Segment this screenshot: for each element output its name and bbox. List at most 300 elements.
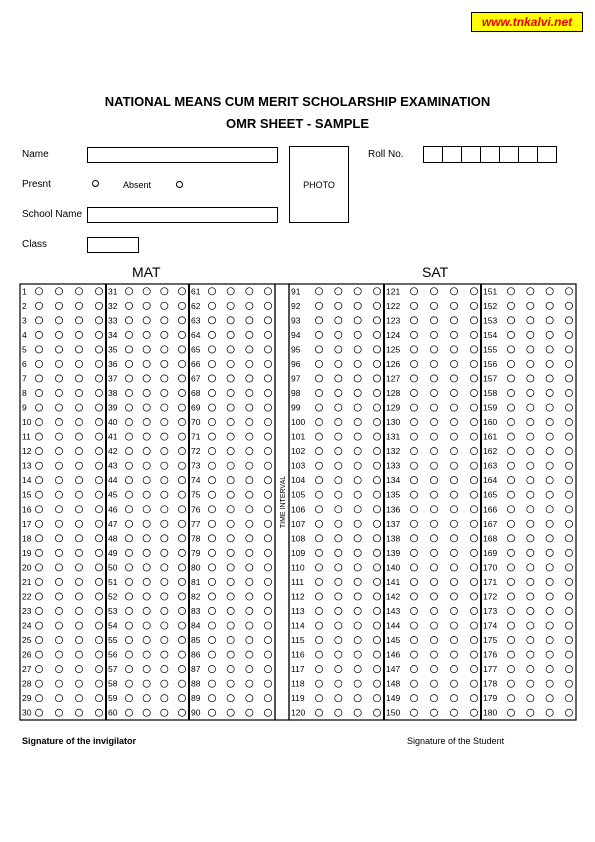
- answer-bubble[interactable]: [178, 346, 185, 353]
- answer-bubble[interactable]: [35, 506, 42, 513]
- answer-bubble[interactable]: [546, 448, 553, 455]
- answer-bubble[interactable]: [527, 389, 534, 396]
- answer-bubble[interactable]: [55, 535, 62, 542]
- answer-bubble[interactable]: [55, 346, 62, 353]
- answer-bubble[interactable]: [227, 709, 234, 716]
- answer-bubble[interactable]: [565, 433, 572, 440]
- answer-bubble[interactable]: [35, 709, 42, 716]
- answer-bubble[interactable]: [125, 680, 132, 687]
- answer-bubble[interactable]: [546, 491, 553, 498]
- answer-bubble[interactable]: [246, 651, 253, 658]
- answer-bubble[interactable]: [450, 462, 457, 469]
- answer-bubble[interactable]: [35, 433, 42, 440]
- answer-bubble[interactable]: [527, 346, 534, 353]
- answer-bubble[interactable]: [208, 578, 215, 585]
- answer-bubble[interactable]: [450, 404, 457, 411]
- answer-bubble[interactable]: [470, 607, 477, 614]
- answer-bubble[interactable]: [208, 331, 215, 338]
- answer-bubble[interactable]: [178, 462, 185, 469]
- answer-bubble[interactable]: [354, 448, 361, 455]
- answer-bubble[interactable]: [246, 404, 253, 411]
- answer-bubble[interactable]: [208, 666, 215, 673]
- answer-bubble[interactable]: [264, 331, 271, 338]
- answer-bubble[interactable]: [527, 564, 534, 571]
- answer-bubble[interactable]: [565, 680, 572, 687]
- answer-bubble[interactable]: [208, 433, 215, 440]
- answer-bubble[interactable]: [546, 477, 553, 484]
- answer-bubble[interactable]: [264, 636, 271, 643]
- answer-bubble[interactable]: [354, 607, 361, 614]
- answer-bubble[interactable]: [125, 651, 132, 658]
- answer-bubble[interactable]: [55, 695, 62, 702]
- answer-bubble[interactable]: [55, 360, 62, 367]
- answer-bubble[interactable]: [565, 636, 572, 643]
- answer-bubble[interactable]: [227, 506, 234, 513]
- answer-bubble[interactable]: [546, 651, 553, 658]
- answer-bubble[interactable]: [75, 317, 82, 324]
- answer-bubble[interactable]: [75, 651, 82, 658]
- answer-bubble[interactable]: [565, 520, 572, 527]
- answer-bubble[interactable]: [125, 506, 132, 513]
- answer-bubble[interactable]: [565, 607, 572, 614]
- answer-bubble[interactable]: [143, 404, 150, 411]
- answer-bubble[interactable]: [227, 331, 234, 338]
- answer-bubble[interactable]: [315, 578, 322, 585]
- answer-bubble[interactable]: [246, 302, 253, 309]
- answer-bubble[interactable]: [227, 418, 234, 425]
- answer-bubble[interactable]: [75, 622, 82, 629]
- answer-bubble[interactable]: [264, 360, 271, 367]
- answer-bubble[interactable]: [546, 418, 553, 425]
- answer-bubble[interactable]: [264, 549, 271, 556]
- answer-bubble[interactable]: [450, 535, 457, 542]
- answer-bubble[interactable]: [546, 520, 553, 527]
- answer-bubble[interactable]: [335, 477, 342, 484]
- answer-bubble[interactable]: [315, 549, 322, 556]
- answer-bubble[interactable]: [315, 462, 322, 469]
- answer-bubble[interactable]: [335, 564, 342, 571]
- answer-bubble[interactable]: [430, 535, 437, 542]
- answer-bubble[interactable]: [507, 404, 514, 411]
- answer-bubble[interactable]: [354, 317, 361, 324]
- answer-bubble[interactable]: [373, 709, 380, 716]
- answer-bubble[interactable]: [450, 418, 457, 425]
- answer-bubble[interactable]: [373, 564, 380, 571]
- answer-bubble[interactable]: [55, 593, 62, 600]
- answer-bubble[interactable]: [227, 520, 234, 527]
- answer-bubble[interactable]: [527, 709, 534, 716]
- answer-bubble[interactable]: [161, 477, 168, 484]
- answer-bubble[interactable]: [125, 578, 132, 585]
- answer-bubble[interactable]: [527, 622, 534, 629]
- answer-bubble[interactable]: [246, 622, 253, 629]
- answer-bubble[interactable]: [161, 535, 168, 542]
- answer-bubble[interactable]: [55, 462, 62, 469]
- answer-bubble[interactable]: [430, 593, 437, 600]
- answer-bubble[interactable]: [178, 389, 185, 396]
- answer-bubble[interactable]: [354, 433, 361, 440]
- answer-bubble[interactable]: [161, 389, 168, 396]
- answer-bubble[interactable]: [95, 535, 102, 542]
- answer-bubble[interactable]: [315, 622, 322, 629]
- answer-bubble[interactable]: [208, 535, 215, 542]
- answer-bubble[interactable]: [227, 477, 234, 484]
- answer-bubble[interactable]: [430, 317, 437, 324]
- answer-bubble[interactable]: [335, 491, 342, 498]
- answer-bubble[interactable]: [208, 360, 215, 367]
- answer-bubble[interactable]: [354, 491, 361, 498]
- answer-bubble[interactable]: [470, 622, 477, 629]
- answer-bubble[interactable]: [430, 564, 437, 571]
- answer-bubble[interactable]: [246, 317, 253, 324]
- answer-bubble[interactable]: [470, 404, 477, 411]
- answer-bubble[interactable]: [335, 535, 342, 542]
- answer-bubble[interactable]: [470, 448, 477, 455]
- answer-bubble[interactable]: [95, 477, 102, 484]
- answer-bubble[interactable]: [227, 651, 234, 658]
- answer-bubble[interactable]: [546, 346, 553, 353]
- answer-bubble[interactable]: [264, 564, 271, 571]
- answer-bubble[interactable]: [143, 709, 150, 716]
- answer-bubble[interactable]: [55, 607, 62, 614]
- answer-bubble[interactable]: [35, 564, 42, 571]
- answer-bubble[interactable]: [450, 448, 457, 455]
- answer-bubble[interactable]: [55, 680, 62, 687]
- answer-bubble[interactable]: [246, 360, 253, 367]
- answer-bubble[interactable]: [315, 695, 322, 702]
- answer-bubble[interactable]: [507, 491, 514, 498]
- answer-bubble[interactable]: [264, 302, 271, 309]
- answer-bubble[interactable]: [470, 578, 477, 585]
- answer-bubble[interactable]: [470, 651, 477, 658]
- answer-bubble[interactable]: [143, 535, 150, 542]
- answer-bubble[interactable]: [161, 695, 168, 702]
- answer-bubble[interactable]: [227, 535, 234, 542]
- answer-bubble[interactable]: [246, 375, 253, 382]
- answer-bubble[interactable]: [565, 302, 572, 309]
- answer-bubble[interactable]: [143, 346, 150, 353]
- answer-bubble[interactable]: [430, 578, 437, 585]
- answer-bubble[interactable]: [125, 564, 132, 571]
- answer-bubble[interactable]: [95, 549, 102, 556]
- answer-bubble[interactable]: [246, 448, 253, 455]
- answer-bubble[interactable]: [315, 288, 322, 295]
- answer-bubble[interactable]: [335, 549, 342, 556]
- answer-bubble[interactable]: [161, 578, 168, 585]
- answer-bubble[interactable]: [55, 404, 62, 411]
- answer-bubble[interactable]: [264, 288, 271, 295]
- answer-bubble[interactable]: [450, 433, 457, 440]
- answer-bubble[interactable]: [178, 288, 185, 295]
- answer-bubble[interactable]: [527, 549, 534, 556]
- answer-bubble[interactable]: [35, 404, 42, 411]
- answer-bubble[interactable]: [125, 607, 132, 614]
- answer-bubble[interactable]: [335, 448, 342, 455]
- answer-bubble[interactable]: [95, 593, 102, 600]
- answer-bubble[interactable]: [410, 636, 417, 643]
- answer-bubble[interactable]: [565, 288, 572, 295]
- answer-bubble[interactable]: [373, 375, 380, 382]
- answer-bubble[interactable]: [246, 564, 253, 571]
- answer-bubble[interactable]: [143, 288, 150, 295]
- answer-bubble[interactable]: [527, 433, 534, 440]
- answer-bubble[interactable]: [507, 448, 514, 455]
- answer-bubble[interactable]: [450, 709, 457, 716]
- answer-bubble[interactable]: [246, 578, 253, 585]
- answer-bubble[interactable]: [35, 680, 42, 687]
- answer-bubble[interactable]: [125, 433, 132, 440]
- answer-bubble[interactable]: [354, 666, 361, 673]
- answer-bubble[interactable]: [354, 302, 361, 309]
- answer-bubble[interactable]: [410, 389, 417, 396]
- answer-bubble[interactable]: [125, 375, 132, 382]
- answer-bubble[interactable]: [410, 622, 417, 629]
- answer-bubble[interactable]: [264, 680, 271, 687]
- answer-bubble[interactable]: [470, 477, 477, 484]
- answer-bubble[interactable]: [55, 506, 62, 513]
- answer-bubble[interactable]: [450, 666, 457, 673]
- answer-bubble[interactable]: [410, 593, 417, 600]
- answer-bubble[interactable]: [315, 404, 322, 411]
- answer-bubble[interactable]: [546, 564, 553, 571]
- answer-bubble[interactable]: [208, 680, 215, 687]
- answer-bubble[interactable]: [470, 506, 477, 513]
- answer-bubble[interactable]: [75, 288, 82, 295]
- answer-bubble[interactable]: [315, 607, 322, 614]
- answer-bubble[interactable]: [527, 462, 534, 469]
- answer-bubble[interactable]: [161, 360, 168, 367]
- answer-bubble[interactable]: [315, 593, 322, 600]
- answer-bubble[interactable]: [546, 389, 553, 396]
- answer-bubble[interactable]: [335, 651, 342, 658]
- answer-bubble[interactable]: [450, 636, 457, 643]
- answer-bubble[interactable]: [75, 331, 82, 338]
- answer-bubble[interactable]: [373, 302, 380, 309]
- answer-bubble[interactable]: [264, 477, 271, 484]
- answer-bubble[interactable]: [95, 651, 102, 658]
- answer-bubble[interactable]: [178, 360, 185, 367]
- answer-bubble[interactable]: [75, 433, 82, 440]
- answer-bubble[interactable]: [354, 520, 361, 527]
- answer-bubble[interactable]: [410, 302, 417, 309]
- answer-bubble[interactable]: [430, 636, 437, 643]
- answer-bubble[interactable]: [565, 491, 572, 498]
- answer-bubble[interactable]: [354, 564, 361, 571]
- answer-bubble[interactable]: [227, 448, 234, 455]
- answer-bubble[interactable]: [450, 302, 457, 309]
- answer-bubble[interactable]: [315, 360, 322, 367]
- answer-bubble[interactable]: [354, 636, 361, 643]
- answer-bubble[interactable]: [430, 360, 437, 367]
- answer-bubble[interactable]: [264, 433, 271, 440]
- answer-bubble[interactable]: [178, 506, 185, 513]
- answer-bubble[interactable]: [246, 636, 253, 643]
- answer-bubble[interactable]: [95, 360, 102, 367]
- answer-bubble[interactable]: [75, 389, 82, 396]
- answer-bubble[interactable]: [161, 593, 168, 600]
- answer-bubble[interactable]: [507, 389, 514, 396]
- answer-bubble[interactable]: [55, 302, 62, 309]
- answer-bubble[interactable]: [95, 448, 102, 455]
- answer-bubble[interactable]: [430, 302, 437, 309]
- answer-bubble[interactable]: [95, 636, 102, 643]
- answer-bubble[interactable]: [354, 506, 361, 513]
- answer-bubble[interactable]: [264, 491, 271, 498]
- answer-bubble[interactable]: [430, 331, 437, 338]
- answer-bubble[interactable]: [527, 535, 534, 542]
- answer-bubble[interactable]: [565, 695, 572, 702]
- answer-bubble[interactable]: [450, 564, 457, 571]
- answer-bubble[interactable]: [507, 317, 514, 324]
- answer-bubble[interactable]: [565, 389, 572, 396]
- answer-bubble[interactable]: [470, 593, 477, 600]
- answer-bubble[interactable]: [315, 651, 322, 658]
- answer-bubble[interactable]: [450, 680, 457, 687]
- answer-bubble[interactable]: [430, 680, 437, 687]
- answer-bubble[interactable]: [315, 346, 322, 353]
- answer-bubble[interactable]: [75, 477, 82, 484]
- answer-bubble[interactable]: [335, 418, 342, 425]
- answer-bubble[interactable]: [35, 346, 42, 353]
- answer-bubble[interactable]: [546, 302, 553, 309]
- answer-bubble[interactable]: [507, 666, 514, 673]
- answer-bubble[interactable]: [125, 477, 132, 484]
- answer-bubble[interactable]: [565, 535, 572, 542]
- answer-bubble[interactable]: [470, 302, 477, 309]
- answer-bubble[interactable]: [450, 491, 457, 498]
- answer-bubble[interactable]: [354, 360, 361, 367]
- answer-bubble[interactable]: [354, 651, 361, 658]
- answer-bubble[interactable]: [264, 535, 271, 542]
- answer-bubble[interactable]: [546, 680, 553, 687]
- answer-bubble[interactable]: [507, 462, 514, 469]
- answer-bubble[interactable]: [208, 418, 215, 425]
- answer-bubble[interactable]: [95, 506, 102, 513]
- answer-bubble[interactable]: [507, 346, 514, 353]
- answer-bubble[interactable]: [527, 491, 534, 498]
- answer-bubble[interactable]: [125, 331, 132, 338]
- answer-bubble[interactable]: [527, 360, 534, 367]
- answer-bubble[interactable]: [35, 607, 42, 614]
- answer-bubble[interactable]: [335, 636, 342, 643]
- answer-bubble[interactable]: [264, 607, 271, 614]
- answer-bubble[interactable]: [565, 564, 572, 571]
- answer-bubble[interactable]: [410, 317, 417, 324]
- answer-bubble[interactable]: [373, 506, 380, 513]
- answer-bubble[interactable]: [264, 346, 271, 353]
- answer-bubble[interactable]: [527, 317, 534, 324]
- answer-bubble[interactable]: [450, 375, 457, 382]
- answer-bubble[interactable]: [125, 462, 132, 469]
- answer-bubble[interactable]: [470, 491, 477, 498]
- answer-bubble[interactable]: [373, 288, 380, 295]
- answer-bubble[interactable]: [470, 680, 477, 687]
- answer-bubble[interactable]: [75, 302, 82, 309]
- answer-bubble[interactable]: [546, 622, 553, 629]
- answer-bubble[interactable]: [35, 375, 42, 382]
- answer-bubble[interactable]: [264, 622, 271, 629]
- answer-bubble[interactable]: [450, 331, 457, 338]
- answer-bubble[interactable]: [178, 651, 185, 658]
- answer-bubble[interactable]: [335, 680, 342, 687]
- answer-bubble[interactable]: [227, 636, 234, 643]
- answer-bubble[interactable]: [143, 651, 150, 658]
- answer-bubble[interactable]: [315, 331, 322, 338]
- answer-bubble[interactable]: [335, 506, 342, 513]
- answer-bubble[interactable]: [315, 389, 322, 396]
- answer-bubble[interactable]: [335, 389, 342, 396]
- answer-bubble[interactable]: [546, 375, 553, 382]
- answer-bubble[interactable]: [430, 462, 437, 469]
- answer-bubble[interactable]: [75, 666, 82, 673]
- answer-bubble[interactable]: [264, 695, 271, 702]
- answer-bubble[interactable]: [450, 593, 457, 600]
- answer-bubble[interactable]: [450, 360, 457, 367]
- answer-bubble[interactable]: [125, 636, 132, 643]
- answer-bubble[interactable]: [125, 360, 132, 367]
- answer-bubble[interactable]: [430, 491, 437, 498]
- answer-bubble[interactable]: [178, 331, 185, 338]
- answer-bubble[interactable]: [95, 389, 102, 396]
- answer-bubble[interactable]: [178, 477, 185, 484]
- answer-bubble[interactable]: [354, 477, 361, 484]
- answer-bubble[interactable]: [161, 418, 168, 425]
- answer-bubble[interactable]: [450, 288, 457, 295]
- answer-bubble[interactable]: [450, 477, 457, 484]
- answer-bubble[interactable]: [470, 317, 477, 324]
- answer-bubble[interactable]: [410, 346, 417, 353]
- answer-bubble[interactable]: [410, 666, 417, 673]
- answer-bubble[interactable]: [125, 535, 132, 542]
- answer-bubble[interactable]: [95, 317, 102, 324]
- answer-bubble[interactable]: [208, 607, 215, 614]
- answer-bubble[interactable]: [75, 491, 82, 498]
- answer-bubble[interactable]: [143, 375, 150, 382]
- answer-bubble[interactable]: [410, 448, 417, 455]
- answer-bubble[interactable]: [354, 462, 361, 469]
- answer-bubble[interactable]: [35, 331, 42, 338]
- answer-bubble[interactable]: [35, 418, 42, 425]
- answer-bubble[interactable]: [546, 695, 553, 702]
- answer-bubble[interactable]: [354, 331, 361, 338]
- answer-bubble[interactable]: [178, 302, 185, 309]
- answer-bubble[interactable]: [143, 506, 150, 513]
- answer-bubble[interactable]: [450, 607, 457, 614]
- answer-bubble[interactable]: [546, 593, 553, 600]
- answer-bubble[interactable]: [354, 593, 361, 600]
- answer-bubble[interactable]: [527, 578, 534, 585]
- answer-bubble[interactable]: [246, 506, 253, 513]
- answer-bubble[interactable]: [161, 375, 168, 382]
- answer-bubble[interactable]: [208, 389, 215, 396]
- answer-bubble[interactable]: [95, 331, 102, 338]
- answer-bubble[interactable]: [354, 535, 361, 542]
- answer-bubble[interactable]: [55, 636, 62, 643]
- answer-bubble[interactable]: [143, 433, 150, 440]
- answer-bubble[interactable]: [565, 360, 572, 367]
- answer-bubble[interactable]: [565, 346, 572, 353]
- answer-bubble[interactable]: [55, 520, 62, 527]
- answer-bubble[interactable]: [373, 549, 380, 556]
- answer-bubble[interactable]: [35, 622, 42, 629]
- answer-bubble[interactable]: [373, 346, 380, 353]
- answer-bubble[interactable]: [373, 651, 380, 658]
- answer-bubble[interactable]: [75, 709, 82, 716]
- answer-bubble[interactable]: [35, 578, 42, 585]
- answer-bubble[interactable]: [527, 593, 534, 600]
- answer-bubble[interactable]: [507, 680, 514, 687]
- answer-bubble[interactable]: [546, 317, 553, 324]
